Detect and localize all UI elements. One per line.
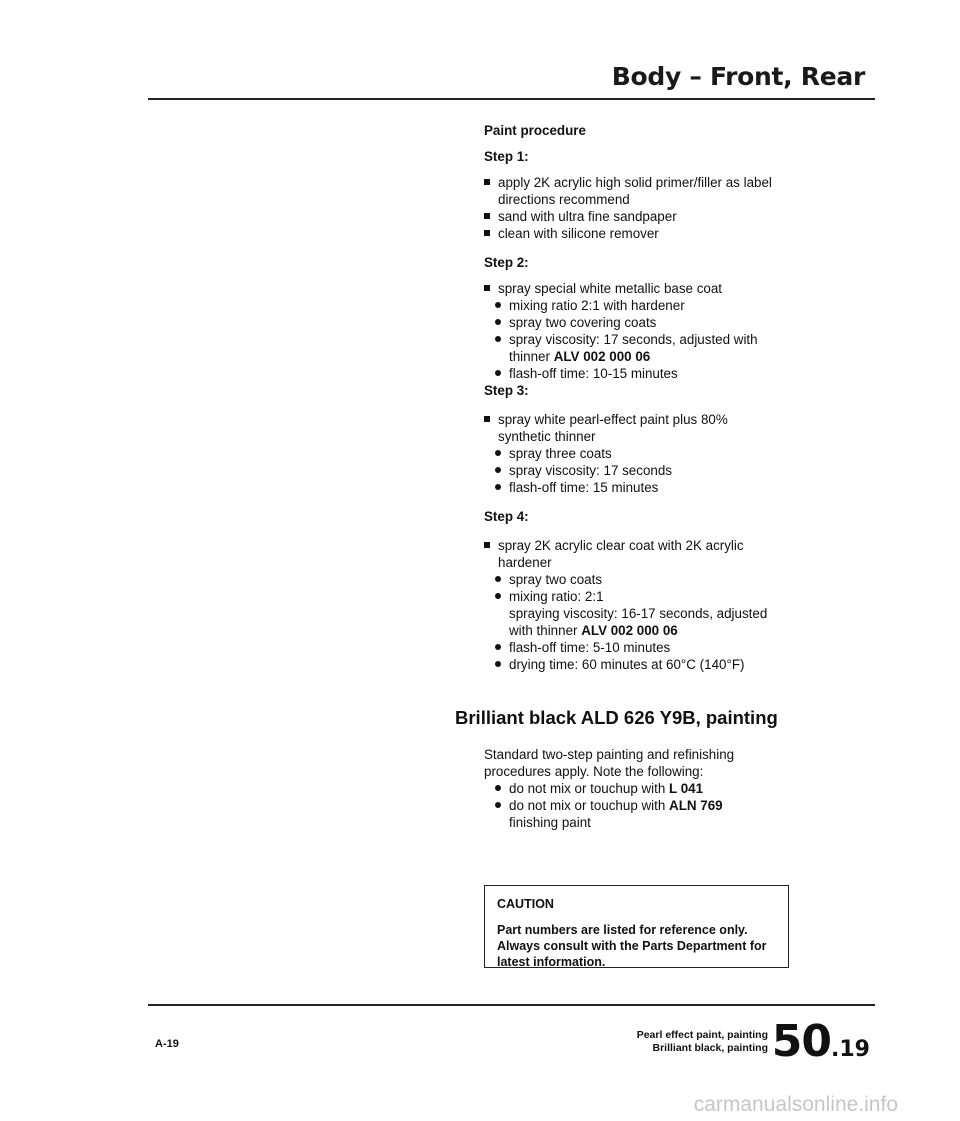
intro-bullet (484, 797, 784, 831)
step-4-sub: spray two coats (484, 571, 784, 588)
step-2-sub: flash-off time: 10-15 minutes (484, 365, 784, 382)
bullet-code: L 041 (669, 781, 704, 796)
step-4-viscosity (484, 605, 784, 639)
caution-heading: CAUTION (497, 897, 554, 911)
header-rule (148, 98, 875, 100)
step-2-sub (484, 331, 784, 365)
procedure-title: Paint procedure (484, 123, 586, 138)
step-4-part-number: ALV 002 000 06 (581, 623, 678, 638)
step-1-item: sand with ultra fine sandpaper (484, 208, 784, 225)
step-3-sub: flash-off time: 15 minutes (484, 479, 784, 496)
step-4-label: Step 4: (484, 509, 529, 524)
step-4-viscosity-text: spraying viscosity: 16-17 seconds, adjusted with thinner (509, 606, 768, 638)
bullet-tail: finishing paint (509, 815, 591, 830)
step-3-sub: spray viscosity: 17 seconds (484, 462, 784, 479)
step-2-sub: spray two covering coats (484, 314, 784, 331)
footer-topic: Pearl effect paint, painting (636, 1029, 768, 1041)
step-2-main: spray special white metallic base coat (484, 280, 784, 297)
page-number-major: 50 (771, 1016, 832, 1067)
step-4-sub: drying time: 60 minutes at 60°C (140°F) (484, 656, 784, 673)
page-number-minor: .19 (831, 1037, 870, 1062)
footer-rule (148, 1004, 875, 1006)
footer-topic: Brilliant black, painting (652, 1042, 768, 1054)
step-2-part-number: ALV 002 000 06 (553, 349, 651, 364)
step-3-sub: spray three coats (484, 445, 784, 462)
page-reference: A-19 (155, 1038, 179, 1050)
section-intro (484, 746, 784, 831)
caution-text: Part numbers are listed for reference only. Always consult with the Parts Department for latest information. (497, 923, 767, 969)
step-3-main: spray white pearl-effect paint plus 80% synthetic thinner (484, 411, 784, 445)
bullet-text: do not mix or touchup with (509, 798, 666, 813)
page-number (772, 1016, 870, 1067)
step-3-label: Step 3: (484, 383, 529, 398)
step-2-sub: mixing ratio 2:1 with hardener (484, 297, 784, 314)
step-4-sub: mixing ratio: 2:1 (484, 588, 784, 605)
page-header-title: Body – Front, Rear (611, 62, 865, 91)
step-1-item: clean with silicone remover (484, 225, 784, 242)
intro-bullet (484, 780, 784, 797)
watermark: carmanualsonline.info (693, 1093, 898, 1116)
step-2-label: Step 2: (484, 255, 529, 270)
step-1-item: apply 2K acrylic high solid primer/filler as label directions recommend (484, 174, 784, 208)
step-4-sub: flash-off time: 5-10 minutes (484, 639, 784, 656)
step-1-label: Step 1: (484, 149, 529, 164)
step-4-main: spray 2K acrylic clear coat with 2K acrylic hardener (484, 537, 784, 571)
caution-box (484, 885, 789, 968)
section-title: Brilliant black ALD 626 Y9B, painting (455, 707, 778, 728)
step-2-viscosity-text: spray viscosity: 17 seconds, adjusted with thinner (509, 332, 758, 364)
footer-topics (637, 1029, 768, 1055)
paint-procedure (484, 122, 784, 673)
intro-text: Standard two-step painting and refinishing procedures apply. Note the following: (484, 747, 735, 779)
bullet-text: do not mix or touchup with (509, 781, 666, 796)
bullet-code: ALN 769 (669, 798, 723, 813)
